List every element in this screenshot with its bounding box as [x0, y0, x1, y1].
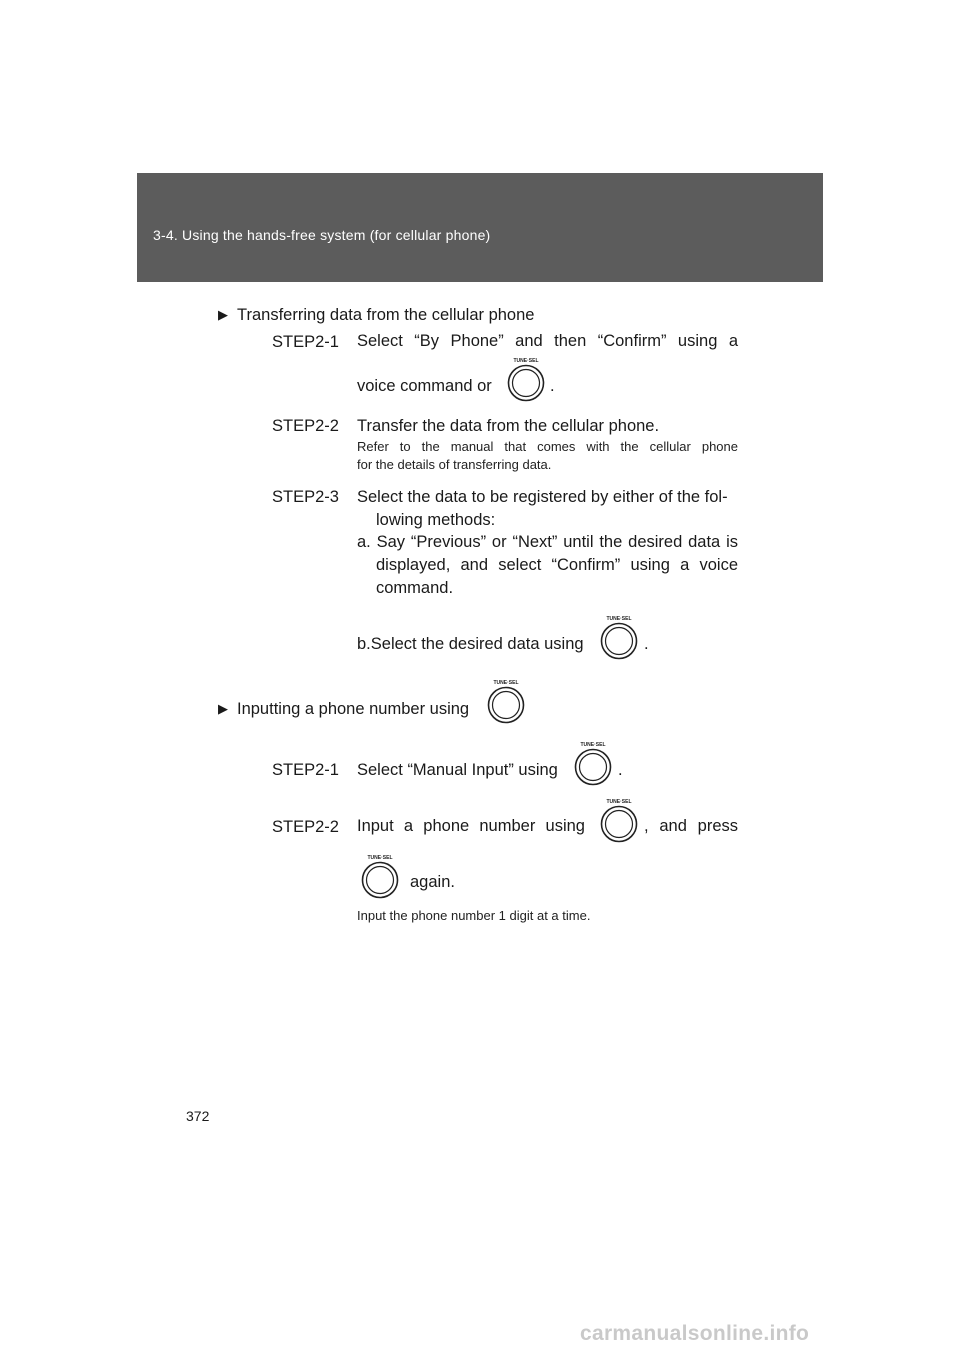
- tune-sel-knob-icon: [484, 678, 528, 724]
- punctuation: .: [644, 635, 649, 653]
- tune-sel-knob-icon: [358, 853, 402, 899]
- step-text: lowing methods:: [376, 511, 496, 529]
- punctuation: .: [618, 761, 623, 779]
- step-text: Transfer the data from the cellular phone.: [357, 417, 660, 435]
- punctuation: .: [550, 377, 555, 395]
- tune-sel-knob-icon: [597, 614, 641, 660]
- method-a-text: a. Say “Previous” or “Next” until the desired data is: [357, 533, 738, 551]
- note-text: Refer to the manual that comes with the cellular phone: [357, 439, 738, 454]
- step-label: STEP2-2: [272, 818, 339, 836]
- step-text: Select “By Phone” and then “Confirm” using a: [357, 332, 738, 350]
- step-text: , and press: [644, 817, 738, 835]
- method-a-text: command.: [376, 579, 454, 597]
- knob-label: TUNE·SEL: [513, 358, 539, 364]
- step-label: STEP2-3: [272, 488, 339, 506]
- method-b-text: b.Select the desired data using: [357, 635, 584, 653]
- tune-sel-knob-icon: [504, 356, 548, 402]
- step-text: Input a phone number using: [357, 817, 585, 835]
- step-label: STEP2-2: [272, 417, 339, 435]
- section2-heading: Inputting a phone number using: [237, 700, 470, 718]
- step-text: Select “Manual Input” using: [357, 761, 558, 779]
- section-header-band: [137, 173, 823, 282]
- method-a-text: displayed, and select “Confirm” using a voice: [376, 556, 738, 574]
- knob-label: TUNE·SEL: [580, 742, 606, 748]
- knob-label: TUNE·SEL: [606, 616, 632, 622]
- section1-heading: Transferring data from the cellular phone: [237, 306, 535, 324]
- note-text: for the details of transferring data.: [357, 457, 552, 472]
- step-text: voice command or: [357, 377, 492, 395]
- page-number: 372: [186, 1108, 210, 1124]
- tune-sel-knob-icon: [571, 740, 615, 786]
- knob-label: TUNE·SEL: [493, 680, 519, 686]
- watermark: carmanualsonline.info: [580, 1322, 810, 1345]
- triangle-bullet-icon: ▶: [218, 307, 228, 322]
- step-label: STEP2-1: [272, 333, 339, 351]
- step-label: STEP2-1: [272, 761, 339, 779]
- knob-label: TUNE·SEL: [606, 799, 632, 805]
- section-title: 3-4. Using the hands-free system (for cellular phone): [153, 227, 491, 243]
- tune-sel-knob-icon: [597, 797, 641, 843]
- step-text: Select the data to be registered by either of the fol-: [357, 488, 728, 506]
- knob-label: TUNE·SEL: [367, 855, 393, 861]
- triangle-bullet-icon: ▶: [218, 701, 228, 716]
- step-text: again.: [410, 873, 455, 891]
- note-text: Input the phone number 1 digit at a time.: [357, 908, 591, 923]
